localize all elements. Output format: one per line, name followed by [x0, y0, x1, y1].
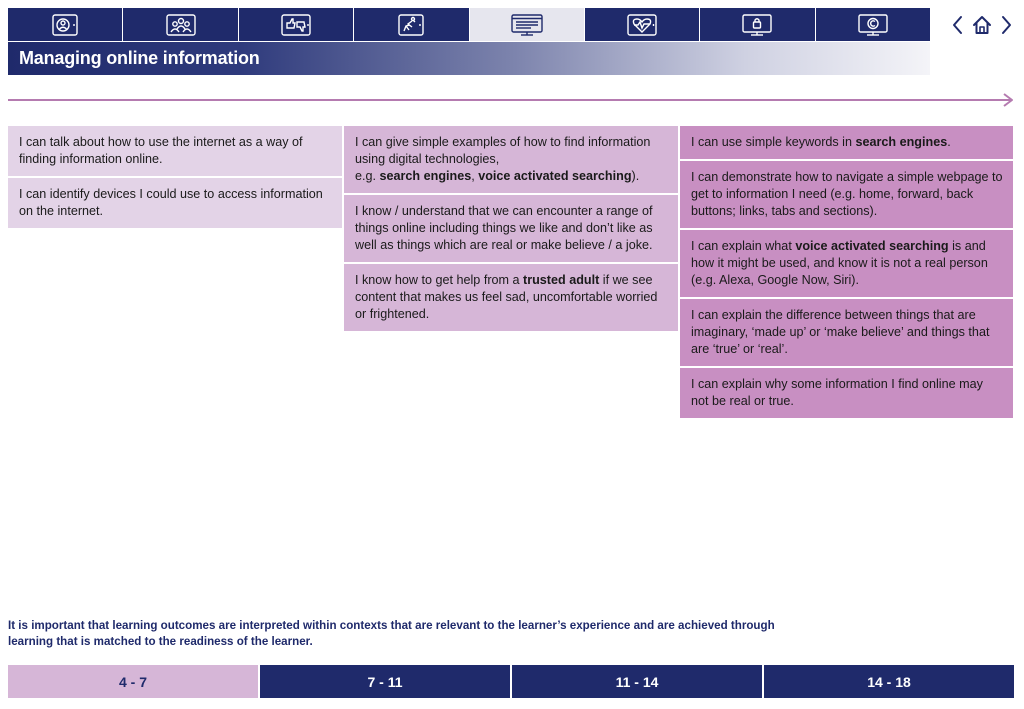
back-chevron-icon[interactable] — [948, 13, 968, 37]
key-term: voice activated searching — [478, 169, 632, 183]
page-title: Managing online information — [19, 48, 260, 68]
statement-text: I can explain the difference between things that are imaginary, ‘made up’ or ‘make believe’ and things that are ‘true’ or ‘real’. — [691, 308, 990, 356]
outcome-statement — [680, 368, 1013, 418]
managing-information-icon — [509, 13, 545, 37]
page-controls — [948, 10, 1016, 40]
nav-tab-reputation[interactable] — [239, 8, 354, 41]
outcome-statement — [680, 126, 1013, 159]
statement-text: ). — [631, 169, 640, 183]
outcome-statement — [680, 230, 1013, 297]
nav-tab-privacy-security[interactable] — [700, 8, 815, 41]
nav-tab-relationships[interactable] — [123, 8, 238, 41]
category-nav — [8, 8, 930, 41]
home-icon[interactable] — [971, 13, 993, 37]
statement-text: I can explain why some information I find online may not be real or true. — [691, 377, 983, 408]
outcome-statement — [680, 161, 1013, 228]
bullying-icon — [393, 13, 429, 37]
health-wellbeing-icon — [624, 13, 660, 37]
outcome-statement — [344, 264, 678, 331]
reputation-icon — [278, 13, 314, 37]
key-term: trusted adult — [523, 273, 600, 287]
forward-chevron-icon[interactable] — [996, 13, 1016, 37]
statement-text: I can demonstrate how to navigate a simple webpage to get to information I need (e.g. home, forward, back buttons; links, tabs and sections). — [691, 170, 1003, 218]
outcome-statement — [8, 126, 342, 176]
statement-text: I know / understand that we can encounter a range of things online including things we like and don’t like as well as things which are real or make believe / a joke. — [355, 204, 653, 252]
statement-text: I can use simple keywords in — [691, 135, 856, 149]
age-tab-7-11[interactable]: 7 - 11 — [258, 665, 510, 698]
statement-text: , — [471, 169, 479, 183]
statement-text: I can identify devices I could use to access information on the internet. — [19, 187, 323, 218]
outcomes-column-2 — [344, 126, 678, 331]
nav-tab-managing-information[interactable] — [470, 8, 585, 41]
outcome-statement — [680, 299, 1013, 366]
age-tab-4-7[interactable]: 4 - 7 — [8, 665, 258, 698]
relationships-icon — [163, 13, 199, 37]
nav-tab-self-image[interactable] — [8, 8, 123, 41]
title-bar — [8, 42, 930, 75]
nav-tab-bullying[interactable] — [354, 8, 469, 41]
self-image-icon — [47, 13, 83, 37]
footer-note: It is important that learning outcomes are interpreted within contexts that are relevant to the learner’s experience and are achieved through learning that is matched to the readiness of the learner. — [8, 619, 775, 648]
nav-tab-copyright[interactable] — [816, 8, 930, 41]
statement-text: I can give simple examples of how to find information using digital technologies, — [355, 135, 651, 166]
progression-arrow — [8, 92, 1016, 108]
key-term: voice activated searching — [795, 239, 949, 253]
statement-text: I know how to get help from a — [355, 273, 524, 287]
statement-text: is and how it might be used, and know it is not a real person (e.g. Alexa, Google Now, Siri). — [691, 239, 988, 287]
age-range-tabs — [8, 665, 1014, 698]
copyright-icon — [855, 13, 891, 37]
statement-text: I can talk about how to use the internet as a way of finding information online. — [19, 135, 303, 166]
statement-text: e.g. — [355, 169, 380, 183]
privacy-security-icon — [739, 13, 775, 37]
age-tab-14-18[interactable]: 14 - 18 — [762, 665, 1014, 698]
statement-text: if we see content that makes us feel sad, uncomfortable worried or frightened. — [355, 273, 658, 321]
outcome-statement — [344, 126, 678, 193]
outcomes-column-1 — [8, 126, 342, 228]
age-tab-11-14[interactable]: 11 - 14 — [510, 665, 762, 698]
statement-text: I can explain what — [691, 239, 796, 253]
outcome-statement — [344, 195, 678, 262]
key-term: search engines — [379, 169, 472, 183]
outcomes-column-3 — [680, 126, 1013, 418]
outcome-statement — [8, 178, 342, 228]
key-term: search engines — [855, 135, 948, 149]
nav-tab-health-wellbeing[interactable] — [585, 8, 700, 41]
statement-text: . — [947, 135, 951, 149]
